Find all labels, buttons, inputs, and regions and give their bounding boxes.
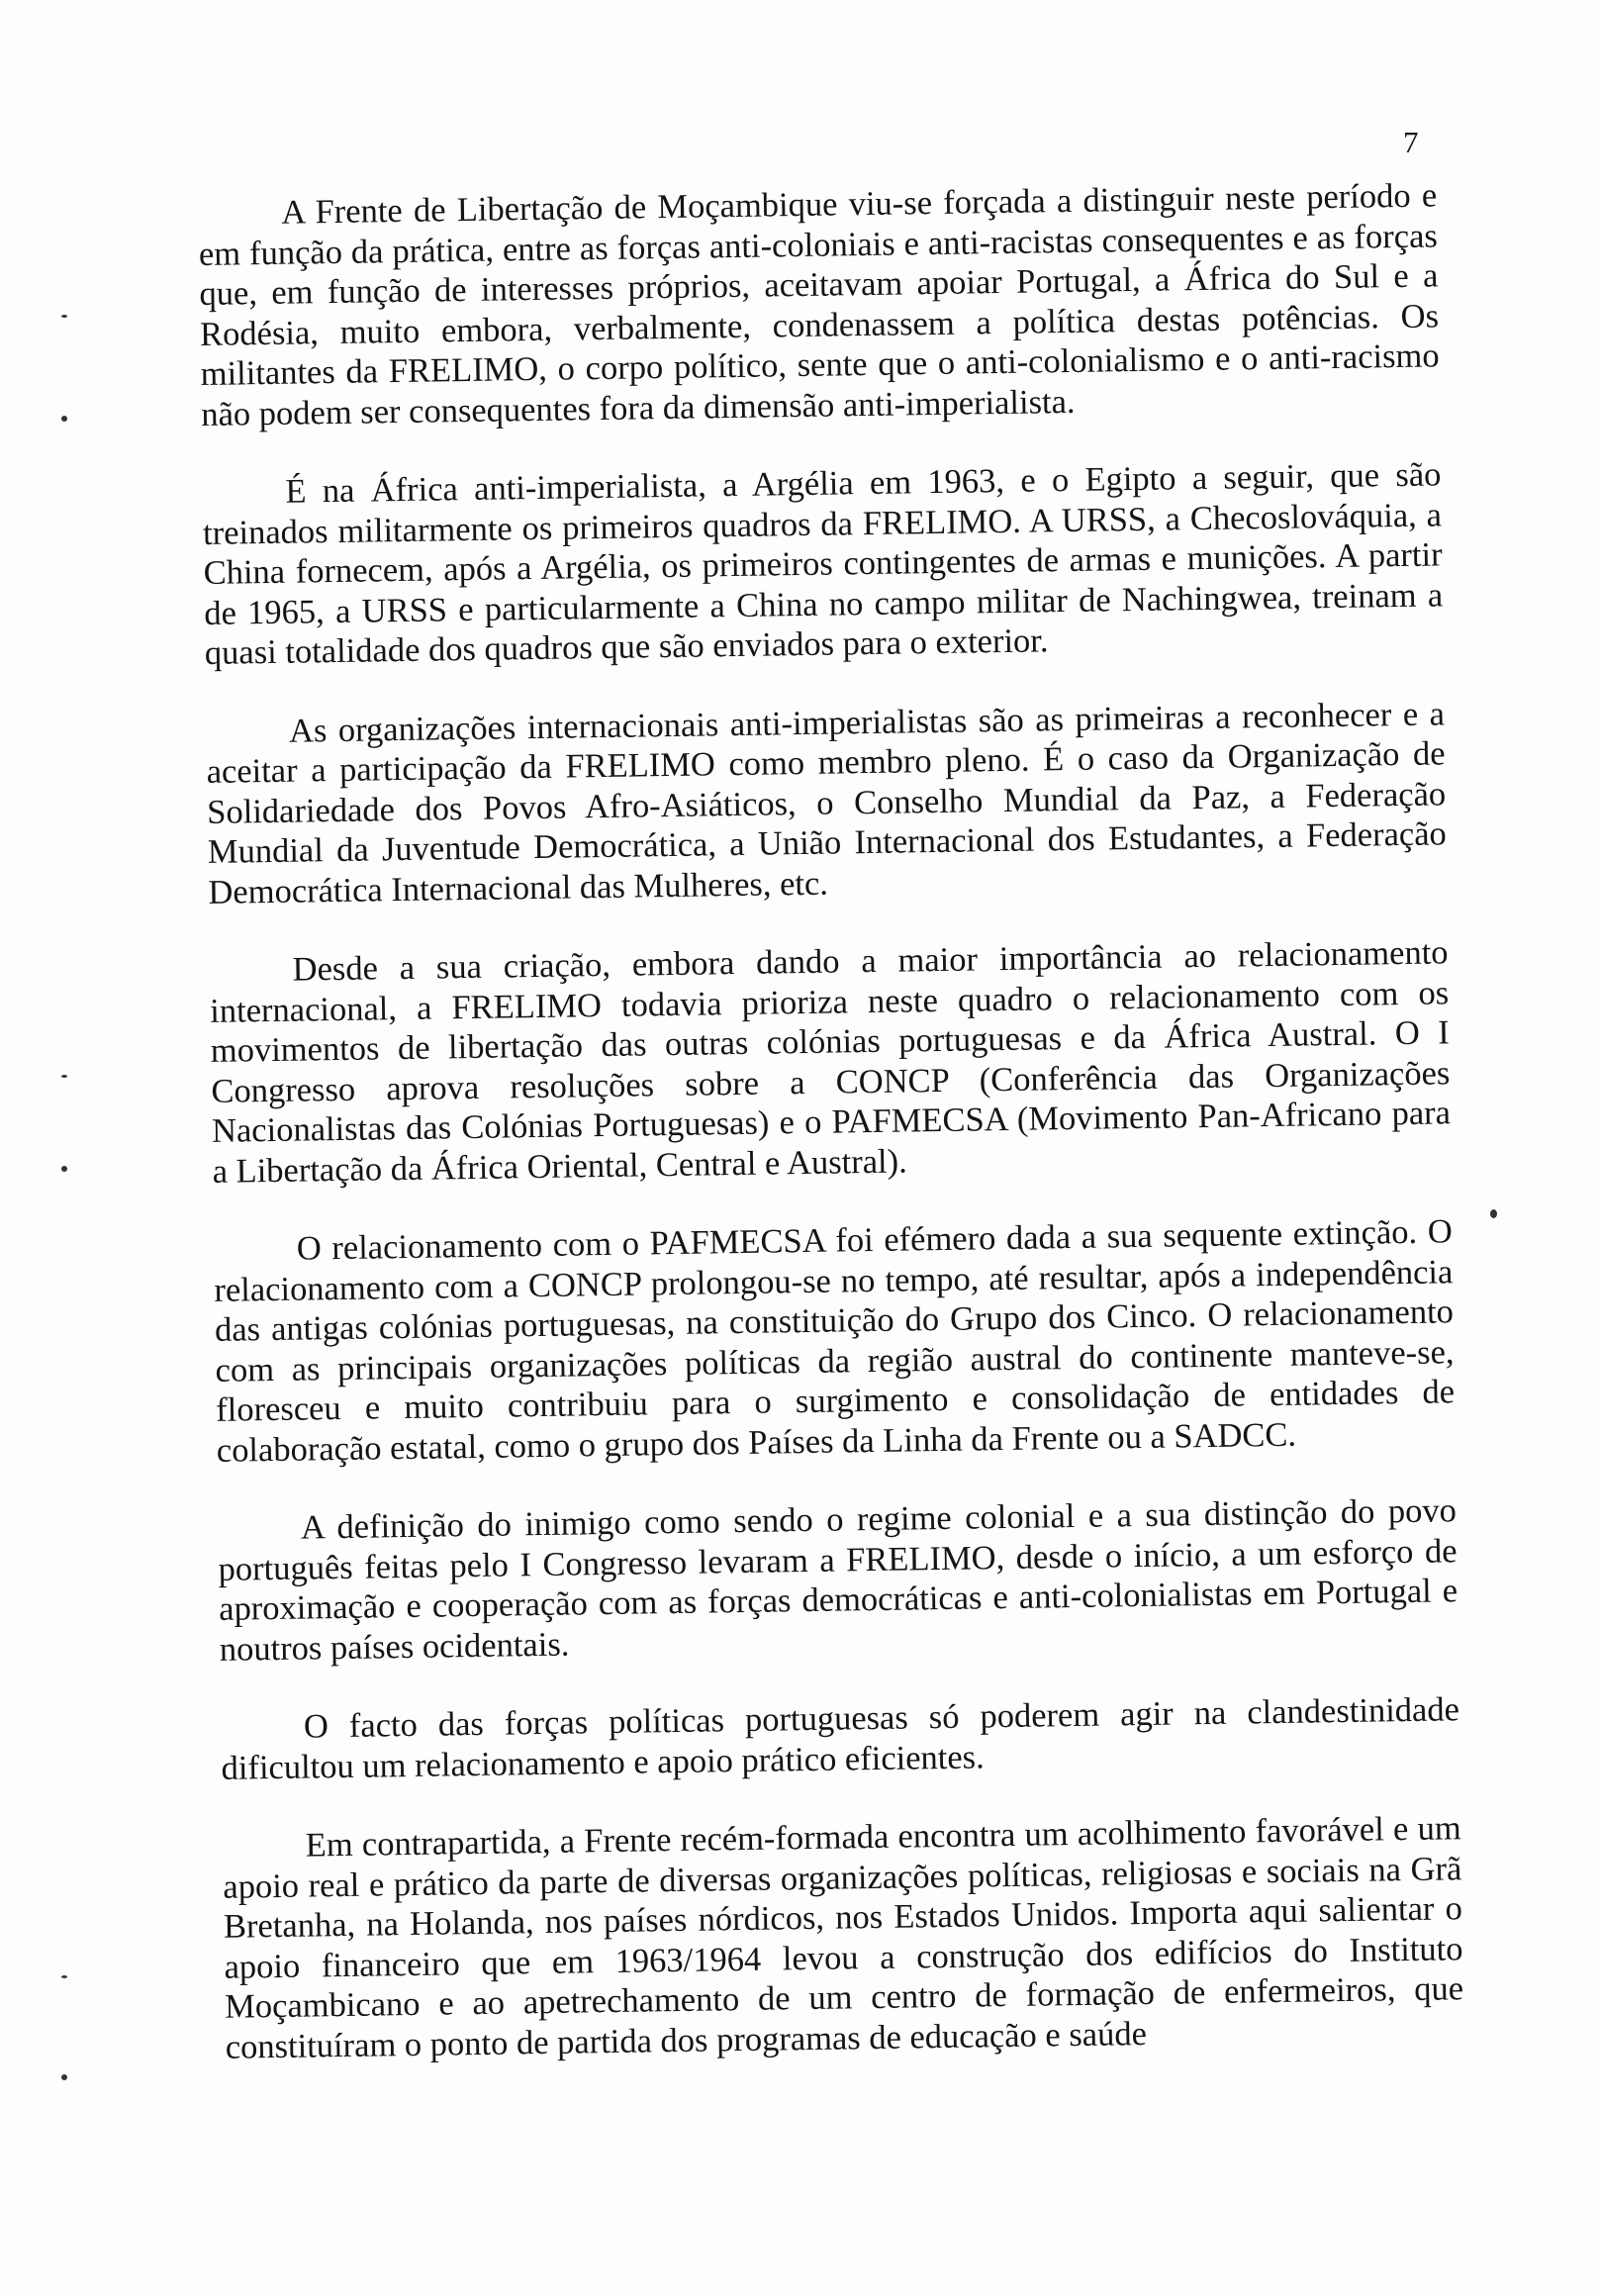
paragraph-2: É na África anti-imperialista, a Argélia em 1963, e o Egipto a seguir, que são treinados militarmente os primeiros quadros da FRELIMO. A URSS, a Checoslováquia, a China fornecem, após a Argélia, os primeiros contingentes de armas e munições. A partir de 1965, a URSS e particularmente a China no campo militar de Nachingwea, treinam a quasi totalidade dos quadros que são enviados para o exterior.: [202, 455, 1444, 672]
scan-mark: [61, 416, 67, 422]
paragraph-3: As organizações internacionais anti-imperialistas são as primeiras a reconhecer e a aceitar a participação da FRELIMO como membro pleno. É o caso da Organização de Solidariedade dos Povos Afro-Asiáticos, o Conselho Mundial da Paz, a Federação Mundial da Juventude Democrática, a União Internacional dos Estudantes, a Federação Democrática Internacional das Mulheres, etc.: [206, 694, 1448, 911]
scan-mark: [61, 1166, 67, 1172]
document-body: [198, 175, 1465, 2105]
paragraph-7: O facto das forças políticas portuguesas só poderem agir na clandestinidade dificultou um relacionamento e apoio prático eficientes.: [221, 1690, 1460, 1787]
scan-mark: [61, 315, 67, 318]
paragraph-5: O relacionamento com o PAFMECSA foi efémero dada a sua sequente extinção. O relacionamento com a CONCP prolongou-se no tempo, até resultar, após a independência das antigas colónias portuguesas, na constituição do Grupo dos Cinco. O relacionamento com as principais organizações políticas da região austral do continente manteve-se, floresceu e muito contribuiu para o surgimento e consolidação de entidades de colaboração estatal, como o grupo dos Países da Linha da Frente ou a SADCC.: [214, 1212, 1456, 1470]
page-number: 7: [1403, 125, 1419, 159]
scan-mark: [61, 1975, 67, 1978]
paragraph-4: Desde a sua criação, embora dando a maior importância ao relacionamento internacional, a FRELIMO todavia prioriza neste quadro o relacionamento com os movimentos de libertação das outras colónias portuguesas e da África Austral. O I Congresso aprova resoluções sobre a CONCP (Conferência das Organizações Nacionalistas das Colónias Portuguesas) e o PAFMECSA (Movimento Pan-Africano para a Libertação da África Oriental, Central e Austral).: [209, 933, 1452, 1191]
paragraph-8: Em contrapartida, a Frente recém-formada encontra um acolhimento favorável e um apoio real e prático da parte de diversas organizações políticas, religiosas e sociais na Grã Bretanha, na Holanda, nos países nórdicos, nos Estados Unidos. Importa aqui salientar o apoio financeiro que em 1963/1964 levou a construção dos edifícios do Instituto Moçambicano e ao apetrechamento de um centro de formação de enfermeiros, que constituíram o ponto de partida dos programas de educação e saúde: [223, 1809, 1464, 2066]
scan-mark: [1490, 1209, 1497, 1218]
paragraph-6: A definição do inimigo como sendo o regime colonial e a sua distinção do povo português feitas pelo I Congresso levaram a FRELIMO, desde o início, a um esforço de aproximação e cooperação com as forças democráticas e anti-colonialistas em Portugal e noutros países ocidentais.: [218, 1491, 1458, 1669]
paragraph-1: A Frente de Libertação de Moçambique viu-se forçada a distinguir neste período e em função da prática, entre as forças anti-coloniais e anti-racistas consequentes e as forças que, em função de interesses próprios, aceitavam apoiar Portugal, a África do Sul e a Rodésia, muito embora, verbalmente, condenassem a política destas potências. Os militantes da FRELIMO, o corpo político, sente que o anti-colonialismo e o anti-racismo não podem ser consequentes fora da dimensão anti-imperialista.: [198, 176, 1440, 433]
scan-mark: [61, 2074, 67, 2080]
scan-mark: [61, 1075, 67, 1078]
